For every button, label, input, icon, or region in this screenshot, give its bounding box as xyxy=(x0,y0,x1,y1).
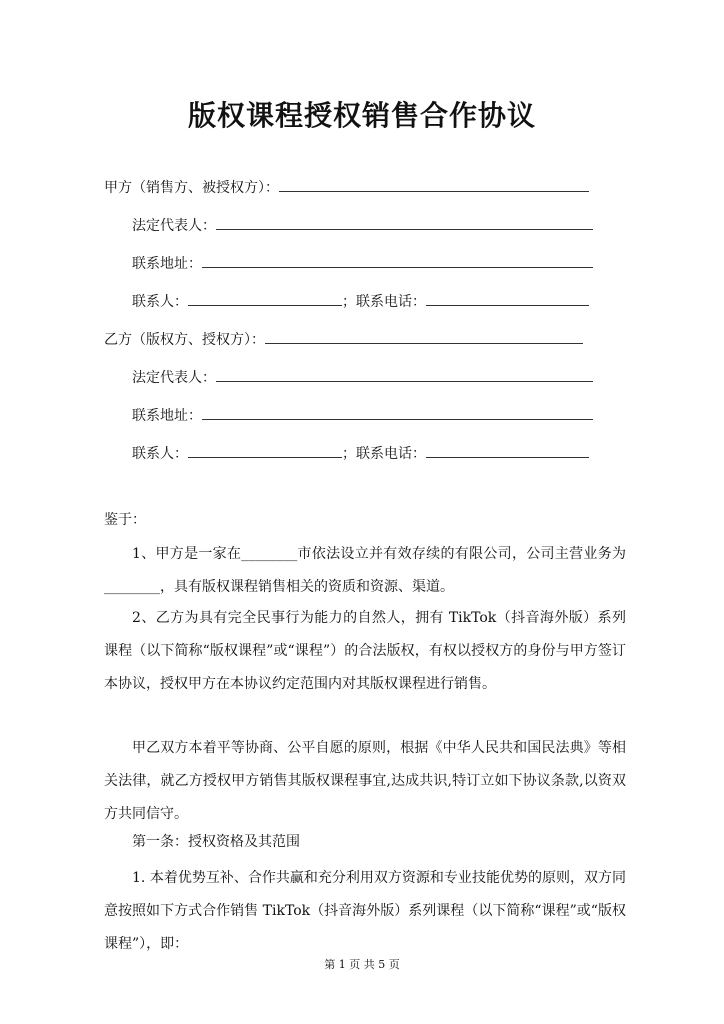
party-b-contact-row xyxy=(132,442,589,464)
party-a-address-row xyxy=(132,252,593,274)
party-a-heading: 甲方（销售方、被授权方）： xyxy=(104,180,279,196)
page-number-footer: 第 1 页 共 5 页 xyxy=(324,958,400,971)
party-a-contact-label: 联系人： xyxy=(132,294,188,310)
party-b-phone-label: ；联系电话： xyxy=(342,446,426,462)
party-b-address-field[interactable] xyxy=(202,404,593,420)
document-title: 版权课程授权销售合作协议 xyxy=(187,99,536,132)
party-b-contact-field[interactable] xyxy=(188,442,342,458)
party-a-legal-rep-row xyxy=(132,214,593,236)
party-b-address-label: 联系地址： xyxy=(132,408,202,424)
party-b-address-row xyxy=(132,404,593,426)
party-b-row xyxy=(104,328,583,350)
party-b-legal-rep-label: 法定代表人： xyxy=(132,370,216,386)
party-b-contact-label: 联系人： xyxy=(132,446,188,462)
party-a-phone-label: ；联系电话： xyxy=(342,294,426,310)
party-a-contact-field[interactable] xyxy=(188,290,342,306)
party-a-legal-rep-field[interactable] xyxy=(216,214,593,230)
article-1-heading: 第一条：授权资格及其范围 xyxy=(132,834,300,850)
preamble-paragraph: 甲乙双方本着平等协商、公平自愿的原则，根据《中华人民共和国民法典》等相关法律，就乙方授权甲方销售其版权课程事宜,达成共识,特订立如下协议条款,以资双方共同信守。 xyxy=(104,740,626,822)
party-b-heading: 乙方（版权方、授权方）： xyxy=(104,332,265,348)
party-a-row xyxy=(104,176,589,198)
whereas-item-1: 1、甲方是一家在________市依法设立并有效存续的有限公司，公司主营业务为________，具有版权课程销售相关的资质和资源、渠道。 xyxy=(104,546,626,595)
party-a-address-label: 联系地址： xyxy=(132,256,202,272)
party-a-legal-rep-label: 法定代表人： xyxy=(132,218,216,234)
party-a-phone-field[interactable] xyxy=(426,290,589,306)
party-a-contact-row xyxy=(132,290,589,312)
article-1-clause-1: 1. 本着优势互补、合作共赢和充分利用双方资源和专业技能优势的原则，双方同意按照如下方式合作销售 TikTok（抖音海外版）系列课程（以下简称“课程”或“版权课程”），即： xyxy=(104,870,626,952)
whereas-label: 鉴于： xyxy=(104,512,146,528)
party-b-legal-rep-row xyxy=(132,366,593,388)
party-b-name-field[interactable] xyxy=(265,328,583,344)
whereas-item-2: 2、乙方为具有完全民事行为能力的自然人，拥有 TikTok（抖音海外版）系列课程（以下简称“版权课程”或“课程”）的合法版权，有权以授权方的身份与甲方签订本协议，授权甲方在本协议约定范围内对其版权课程进行销售。 xyxy=(104,610,626,692)
party-a-name-field[interactable] xyxy=(279,176,589,192)
party-b-phone-field[interactable] xyxy=(426,442,589,458)
party-b-legal-rep-field[interactable] xyxy=(216,366,593,382)
party-a-address-field[interactable] xyxy=(202,252,593,268)
